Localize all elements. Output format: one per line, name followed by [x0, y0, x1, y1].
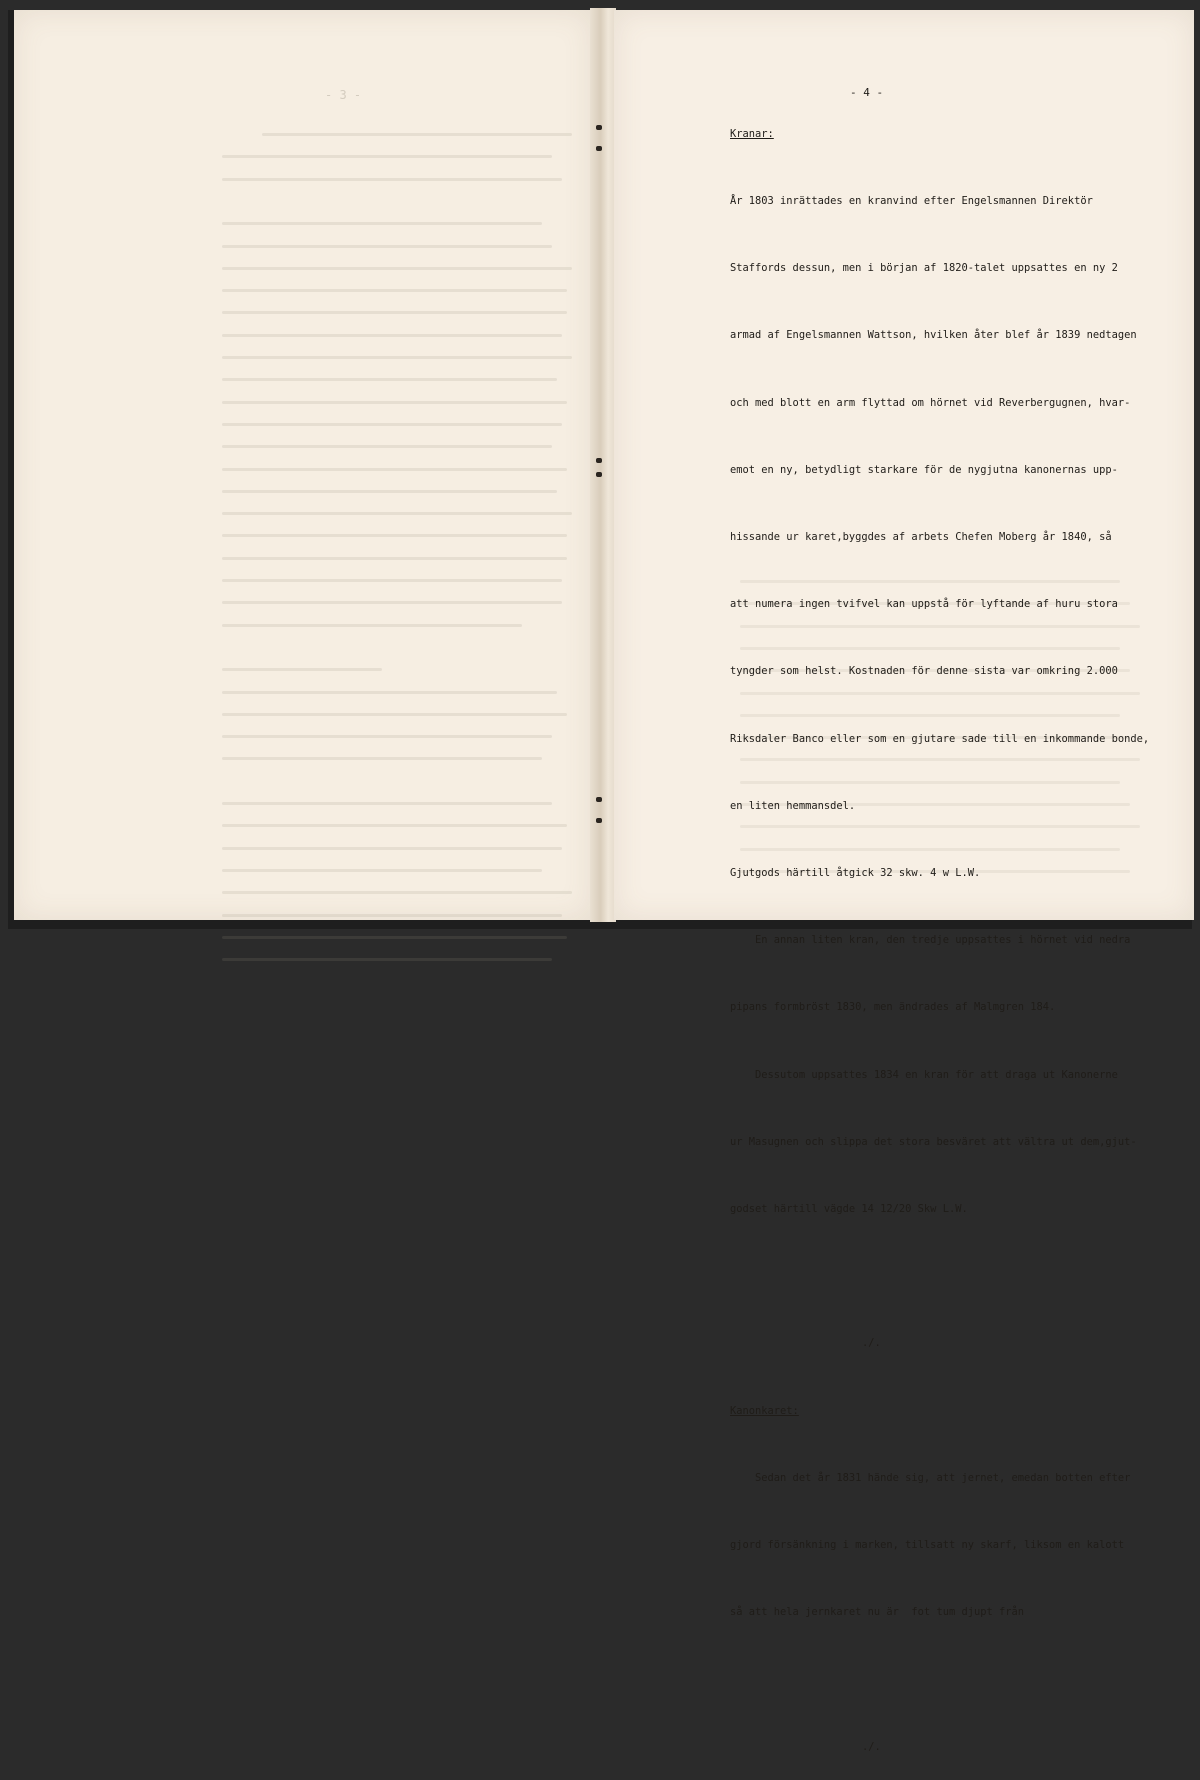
section-heading: Kanonkaret: [730, 1404, 799, 1417]
bleed-through-line [222, 490, 557, 493]
bleed-through-line [222, 601, 562, 604]
left-page [14, 10, 592, 920]
bleed-through-line [222, 445, 552, 448]
bleed-through-line [222, 245, 552, 248]
text-line: ur Masugnen och slippa det stora besväret att vältra ut dem,gjut- [730, 1135, 1137, 1148]
bleed-through-line [222, 557, 567, 560]
bleed-through-line [222, 936, 567, 939]
bleed-through-line [222, 334, 562, 337]
section-separator: ./. [862, 1740, 881, 1753]
bleed-through-line [222, 735, 552, 738]
bleed-through-line [222, 958, 552, 961]
bleed-through-line [222, 824, 567, 827]
text-line: Sedan det år 1831 hände sig, att jernet, emedan botten efter [730, 1471, 1131, 1484]
bleed-through-line [222, 891, 572, 894]
bleed-through-line [222, 289, 567, 292]
typed-text [730, 78, 1170, 1780]
text-line: godset härtill vägde 14 12/20 Skw L.W. [730, 1203, 968, 1216]
text-line: Gjutgods härtill åtgick 32 skw. 4 w L.W. [730, 867, 981, 880]
text-line: emot en ny, betydligt starkare för de nygjutna kanonernas upp- [730, 463, 1118, 476]
bleed-through-line [222, 378, 557, 381]
text-line: och med blott en arm flyttad om hörnet vid Reverbergugnen, hvar- [730, 396, 1131, 409]
bleed-through-line [222, 869, 542, 872]
binding-staple [596, 458, 602, 463]
bleed-through-line [222, 401, 567, 404]
bleed-through-line [222, 802, 552, 805]
text-line: att numera ingen tvifvel kan uppstå för lyftande af huru stora [730, 598, 1118, 611]
bleed-through-line [222, 757, 542, 760]
bleed-through-line [222, 222, 542, 225]
bleed-through-line [222, 356, 572, 359]
binding-staple [596, 125, 602, 130]
bleed-through-line [222, 624, 522, 627]
bleed-through-line [222, 512, 572, 515]
bleed-through-line [222, 691, 557, 694]
binding-staple [596, 472, 602, 477]
text-line: pipans formbröst 1830, men ändrades af Malmgren 184. [730, 1001, 1056, 1014]
bleed-through-line [222, 468, 567, 471]
text-line: tyngder som helst. Kostnaden för denne sista var omkring 2.000 [730, 665, 1118, 678]
text-line: gjord försänkning i marken, tillsatt ny skarf, liksom en kalott [730, 1539, 1125, 1552]
blank-line [730, 1668, 1170, 1690]
text-line: Staffords dessun, men i början af 1820-talet uppsattes en ny 2 [730, 262, 1118, 275]
binding-staple [596, 146, 602, 151]
bleed-through-line [222, 668, 382, 671]
section-heading: Kranar: [730, 127, 774, 140]
bleed-through-line [222, 311, 567, 314]
bleed-through-line [222, 847, 562, 850]
page-gutter [590, 8, 616, 922]
text-line: en liten hemmansdel. [730, 799, 856, 812]
binding-staple [596, 818, 602, 823]
bleed-through-line [222, 713, 567, 716]
bleed-through-line [222, 534, 567, 537]
text-line: så att hela jernkaret nu är fot tum djupt från [730, 1606, 1025, 1619]
bleed-through-line [262, 133, 572, 136]
bleed-through-line [222, 178, 562, 181]
bleed-through-line [222, 579, 562, 582]
binding-staple [596, 797, 602, 802]
text-line: Riksdaler Banco eller som en gjutare sade till en inkommande bonde, [730, 732, 1150, 745]
text-line: En annan liten kran, den tredje uppsattes i hörnet vid nedra [730, 934, 1131, 947]
bleed-through-line [222, 423, 562, 426]
blank-line [730, 1265, 1170, 1287]
bleed-through-line [222, 267, 572, 270]
page-number: - 4 - [850, 86, 884, 99]
text-line: armad af Engelsmannen Wattson, hvilken åter blef år 1839 nedtagen [730, 329, 1137, 342]
bleed-through-page-number: - 3 - [325, 88, 362, 102]
bleed-through-line [222, 155, 552, 158]
text-line: hissande ur karet,byggdes af arbets Chefen Moberg år 1840, så [730, 531, 1112, 544]
text-line: Dessutom uppsattes 1834 en kran för att draga ut Kanonerne [730, 1068, 1118, 1081]
section-separator: ./. [862, 1337, 881, 1350]
bleed-through-line [222, 914, 562, 917]
text-line: År 1803 inrättades en kranvind efter Engelsmannen Direktör [730, 195, 1093, 208]
